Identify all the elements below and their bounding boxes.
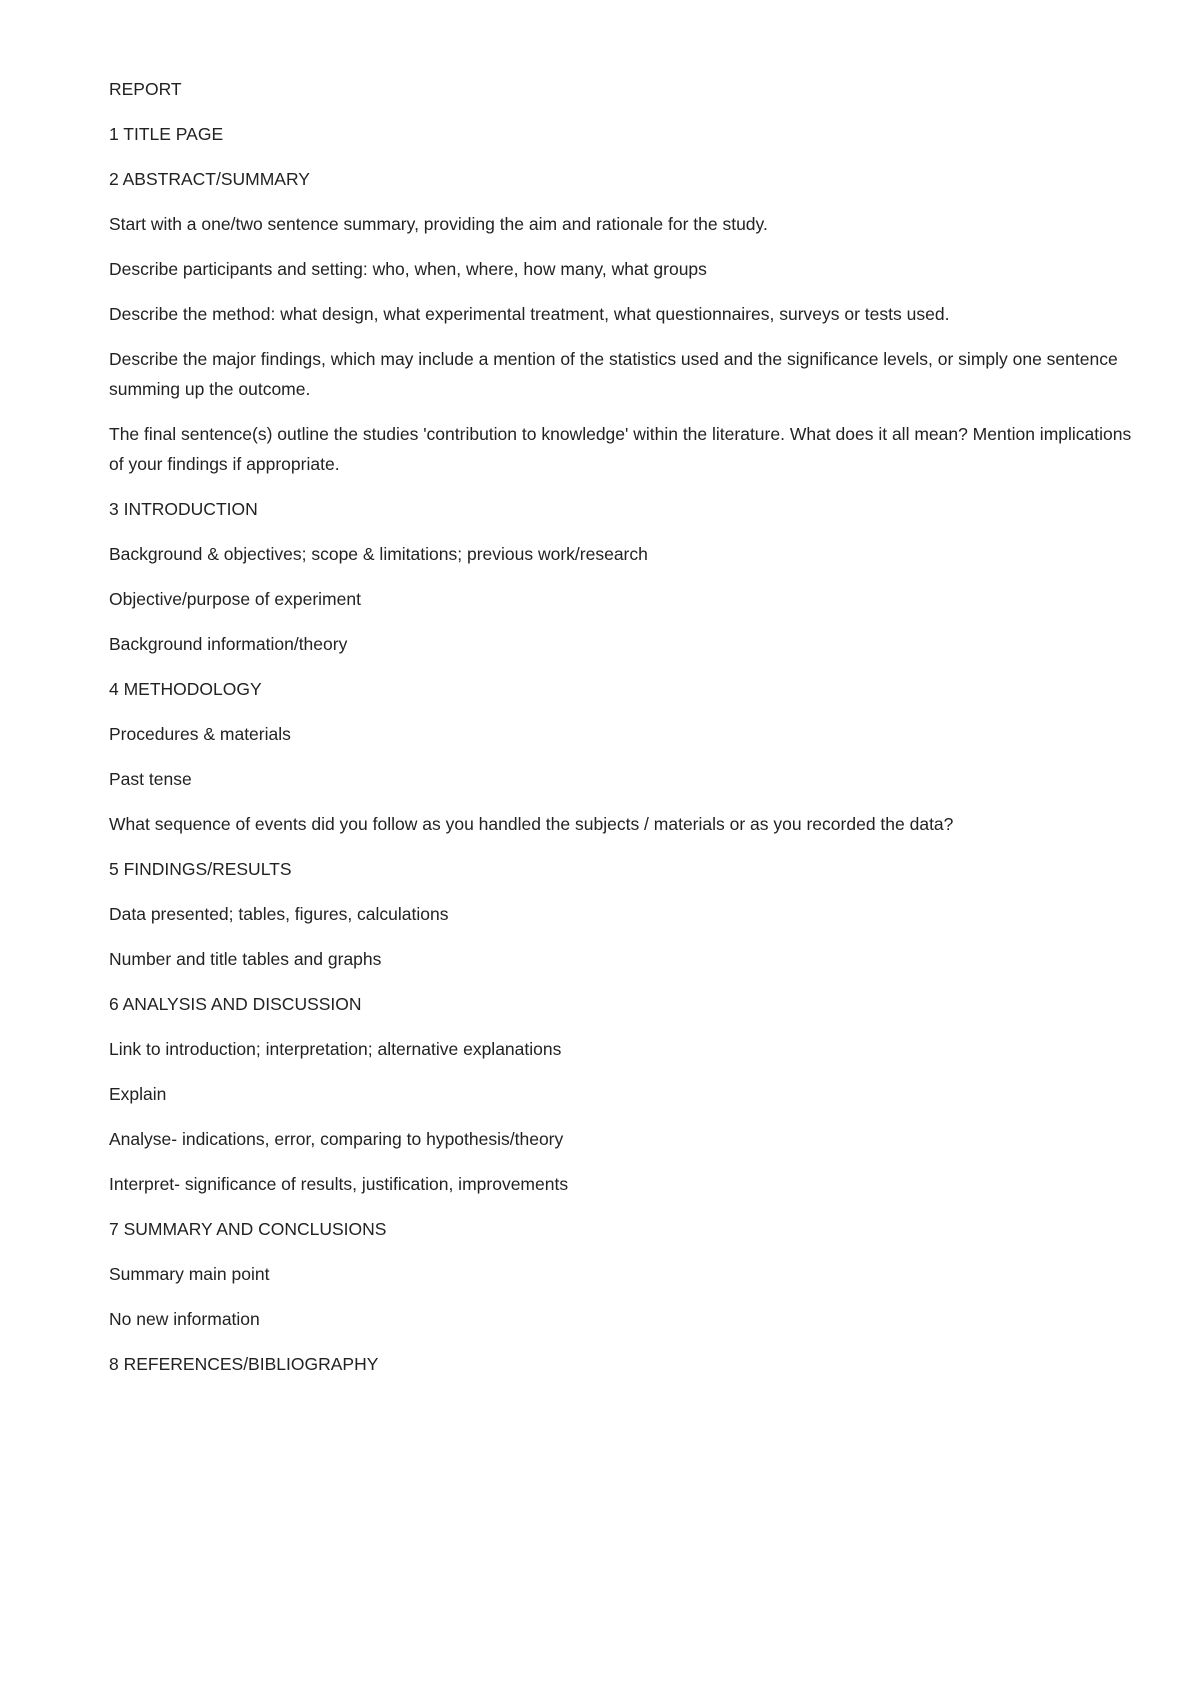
body-paragraph: No new information [109, 1309, 260, 1329]
document-title: REPORT [109, 79, 182, 99]
section-heading: 2 ABSTRACT/SUMMARY [109, 169, 310, 189]
body-paragraph: Background & objectives; scope & limitations; previous work/research [109, 544, 648, 564]
section-heading: 7 SUMMARY AND CONCLUSIONS [109, 1219, 387, 1239]
body-paragraph: Explain [109, 1084, 167, 1104]
body-paragraph: Background information/theory [109, 634, 348, 654]
body-paragraph: Describe the major findings, which may include a mention of the statistics used and the significance levels, or simply one sentence summing up the outcome. [109, 349, 1118, 399]
section-heading: 1 TITLE PAGE [109, 124, 224, 144]
body-paragraph: Describe the method: what design, what experimental treatment, what questionnaires, surveys or tests used. [109, 304, 950, 324]
body-paragraph: Link to introduction; interpretation; alternative explanations [109, 1039, 562, 1059]
body-paragraph: The final sentence(s) outline the studies 'contribution to knowledge' within the literature. What does it all mean? Mention implications of your findings if appropriate. [109, 424, 1132, 474]
section-heading: 4 METHODOLOGY [109, 679, 262, 699]
body-paragraph: What sequence of events did you follow as you handled the subjects / materials or as you recorded the data? [109, 814, 954, 834]
body-paragraph: Interpret- significance of results, justification, improvements [109, 1174, 569, 1194]
body-paragraph: Data presented; tables, figures, calculations [109, 904, 449, 924]
document-body [109, 74, 1149, 1394]
body-paragraph: Past tense [109, 769, 192, 789]
body-paragraph: Describe participants and setting: who, when, where, how many, what groups [109, 259, 707, 279]
section-heading: 5 FINDINGS/RESULTS [109, 859, 292, 879]
section-heading: 8 REFERENCES/BIBLIOGRAPHY [109, 1354, 379, 1374]
body-paragraph: Objective/purpose of experiment [109, 589, 361, 609]
section-heading: 6 ANALYSIS AND DISCUSSION [109, 994, 362, 1014]
body-paragraph: Procedures & materials [109, 724, 291, 744]
body-paragraph: Analyse- indications, error, comparing to hypothesis/theory [109, 1129, 564, 1149]
body-paragraph: Summary main point [109, 1264, 270, 1284]
body-paragraph: Number and title tables and graphs [109, 949, 382, 969]
section-heading: 3 INTRODUCTION [109, 499, 258, 519]
body-paragraph: Start with a one/two sentence summary, providing the aim and rationale for the study. [109, 214, 768, 234]
